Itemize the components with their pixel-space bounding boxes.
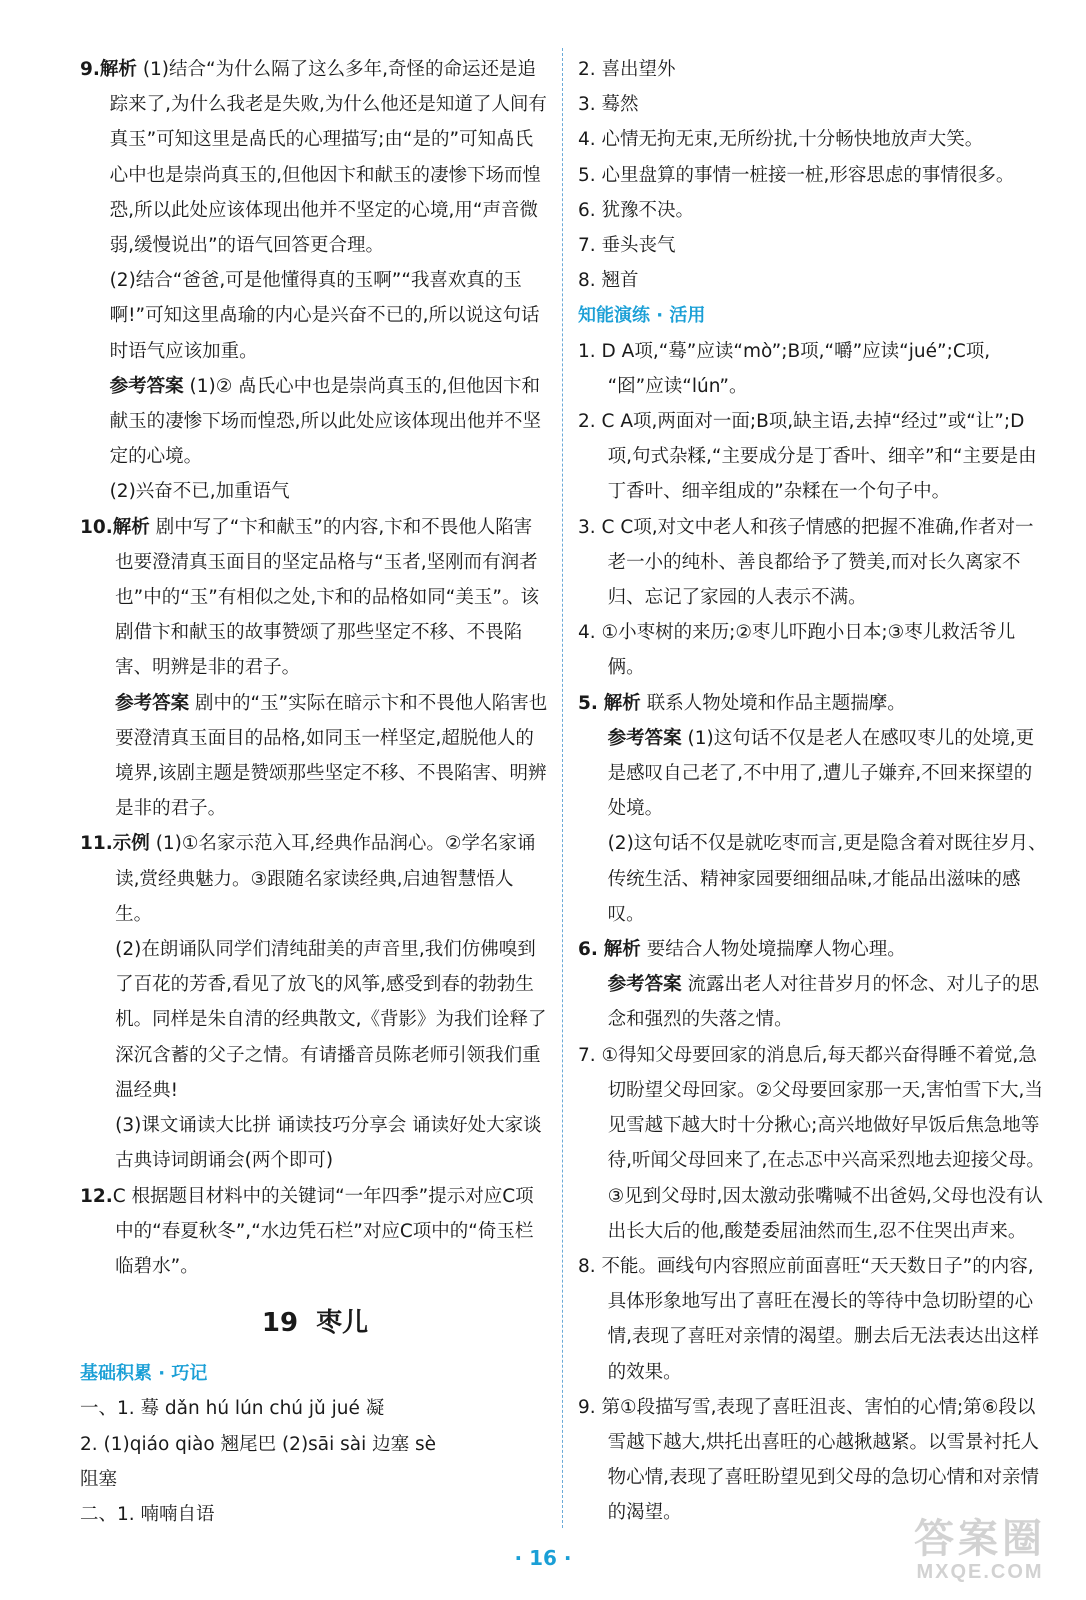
practice-3: 3. C C项,对文中老人和孩子情感的把握不准确,作者对一老一小的纯朴、善良都给予了赞美,而对长久离家不归、忘记了家园的人表示不满。 — [578, 516, 1034, 609]
answer-5: 5. 心里盘算的事情一桩接一桩,形容思虑的事情很多。 — [578, 164, 1015, 186]
answer-8: 8. 翘首 — [578, 270, 639, 292]
practice-8: 8. 不能。画线句内容照应前面喜旺“天天数日子”的内容,具体形象地写出了喜旺在漫长的等待中急切盼望的心情,表现了喜旺对亲情的渴望。删去后无法表达出这样的效果。 — [578, 1255, 1039, 1383]
question-9-answer: 参考答案 (1)② 卨氏心中也是崇尚真玉的,但他因卞和献玉的凄惨下场而惶恐,所以此处应该体现出他并不坚定的心境。 — [109, 375, 541, 468]
watermark-bottom: MXQE.COM — [916, 1561, 1044, 1583]
practice-6: 6. 解析 要结合人物处境揣摩人物心理。 — [578, 939, 906, 961]
column-divider — [562, 48, 563, 1528]
question-11: 11.示例 (1)①名家示范入耳,经典作品润心。②学名家诵读,赏经典魅力。③跟随名家读经典,启迪智慧悟人生。 — [80, 833, 536, 925]
basic-item-1: 一、1. 蓦 dǎn hú lún chú jǔ jué 凝 — [80, 1398, 385, 1420]
question-10: 10.解析 剧中写了“卞和献玉”的内容,卞和不畏他人陷害也要澄清真玉面目的坚定品格与“玉者,坚刚而有润者也”中的“玉”有相似之处,卞和的品格如同“美玉”。该剧借卞和献玉的故事赞颂了那些坚定不移、不畏陷害、明辨是非的君子。 — [80, 516, 539, 679]
practice-9: 9. 第①段描写雪,表现了喜旺沮丧、害怕的心情;第⑥段以雪越下越大,烘托出喜旺的心越揪越紧。以雪景衬托人物心情,表现了喜旺盼望见到父母的急切心情和对亲情的渴望。 — [578, 1396, 1039, 1524]
page-number: · 16 · — [514, 1546, 572, 1570]
section-heading-basic: 基础积累 · 巧记 — [80, 1363, 208, 1385]
basic-item-2: 2. (1)qiáo qiào 翘尾巴 (2)sāi sài 边塞 sè — [80, 1433, 437, 1455]
answer-2: 2. 喜出望外 — [578, 59, 676, 80]
watermark-top: 答案圈 — [914, 1517, 1046, 1561]
practice-5-answer: 参考答案 (1)这句话不仅是老人在感叹枣儿的处境,更是感叹自己老了,不中用了,遭儿子嫌弃,不回来探望的处境。 — [607, 727, 1035, 820]
practice-6-answer: 参考答案 流露出老人对往昔岁月的怀念、对儿子的思念和强烈的失落之情。 — [607, 974, 1040, 1031]
question-11-part2: (2)在朗诵队同学们清纯甜美的声音里,我们仿佛嗅到了百花的芳香,看见了放飞的风筝,感受到春的勃勃生机。同样是朱自清的经典散文,《背影》为我们诠释了深沉含蓄的父子之情。有请播音员陈老师引领我们重温经典! — [115, 939, 547, 1101]
basic-item-3: 二、1. 喃喃自语 — [80, 1503, 215, 1525]
right-column — [578, 52, 1048, 1531]
practice-2: 2. C A项,两面对一面;B项,缺主语,去掉“经过”或“让”;D项,句式杂糅,“主要成分是丁香叶、细辛”和“主要是由丁香叶、细辛组成的”杂糅在一个句子中。 — [578, 411, 1037, 503]
answer-3: 3. 蓦然 — [578, 94, 639, 116]
question-11-part3: (3)课文诵读大比拼 诵读技巧分享会 诵读好处大家谈 古典诗词朗诵会(两个即可) — [115, 1115, 542, 1172]
question-12: 12.C 根据题目材料中的关键词“一年四季”提示对应C项中的“春夏秋冬”,“水边凭石栏”对应C项中的“倚玉栏临碧水”。 — [80, 1185, 534, 1277]
lesson-title: 19 枣儿 — [261, 1308, 369, 1339]
answer-6: 6. 犹豫不决。 — [578, 199, 695, 221]
section-heading-practice: 知能演练 · 活用 — [578, 305, 706, 327]
practice-4: 4. ①小枣树的来历;②枣儿吓跑小日本;③枣儿救活爷儿俩。 — [578, 622, 1016, 679]
watermark-logo — [900, 1517, 1060, 1584]
question-9-answer2: (2)兴奋不已,加重语气 — [109, 481, 290, 503]
left-column — [80, 52, 550, 1532]
practice-1-cont: “囵”应读“lún”。 — [607, 375, 748, 397]
answer-4: 4. 心情无拘无束,无所纷扰,十分畅快地放声大笑。 — [578, 129, 984, 151]
question-9: 9.解析 (1)结合“为什么隔了这么多年,奇怪的命运还是追踪来了,为什么我老是失败,为什么他还是知道了人间有真玉”可知这里是卨氏的心理描写;由“是的”可知卨氏心中也是崇尚真玉的,但他因卞和献玉的凄惨下场而惶恐,所以此处应该体现出他并不坚定的心境,用“声音微弱,缓慢说出”的语气回答更合理。 — [80, 59, 547, 257]
question-10-answer: 参考答案 剧中的“玉”实际在暗示卞和不畏他人陷害也要澄清真玉面目的品格,如同玉一样坚定,超脱他人的境界,该剧主题是赞颂那些坚定不移、不畏陷害、明辨是非的君子。 — [115, 692, 548, 820]
practice-5-answer2: (2)这句话不仅是就吃枣而言,更是隐含着对既往岁月、传统生活、精神家园要细细品味,才能品出滋味的感叹。 — [607, 833, 1047, 925]
basic-item-2-cont: 阻塞 — [80, 1468, 118, 1490]
practice-5: 5. 解析 联系人物处境和作品主题揣摩。 — [578, 692, 906, 714]
answer-7: 7. 垂头丧气 — [578, 235, 676, 257]
practice-7: 7. ①得知父母要回家的消息后,每天都兴奋得睡不着觉,急切盼望父母回家。②父母要回家那一天,害怕雪下大,当见雪越下越大时十分揪心;高兴地做好早饭后焦急地等待,听闻父母回来了,在忐忑中兴高采烈地去迎接父母。③见到父母时,因太激动张嘴喊不出爸妈,父母也没有认出长大后的他,酸楚委屈油然而生,忍不住哭出声来。 — [578, 1044, 1045, 1242]
question-9-part2: (2)结合“爸爸,可是他懂得真的玉啊”“我喜欢真的玉啊!”可知这里卨瑜的内心是兴奋不已的,所以说这句话时语气应该加重。 — [109, 270, 540, 362]
practice-1: 1. D A项,“蓦”应读“mò”;B项,“嚼”应读“jué”;C项, — [578, 340, 991, 362]
